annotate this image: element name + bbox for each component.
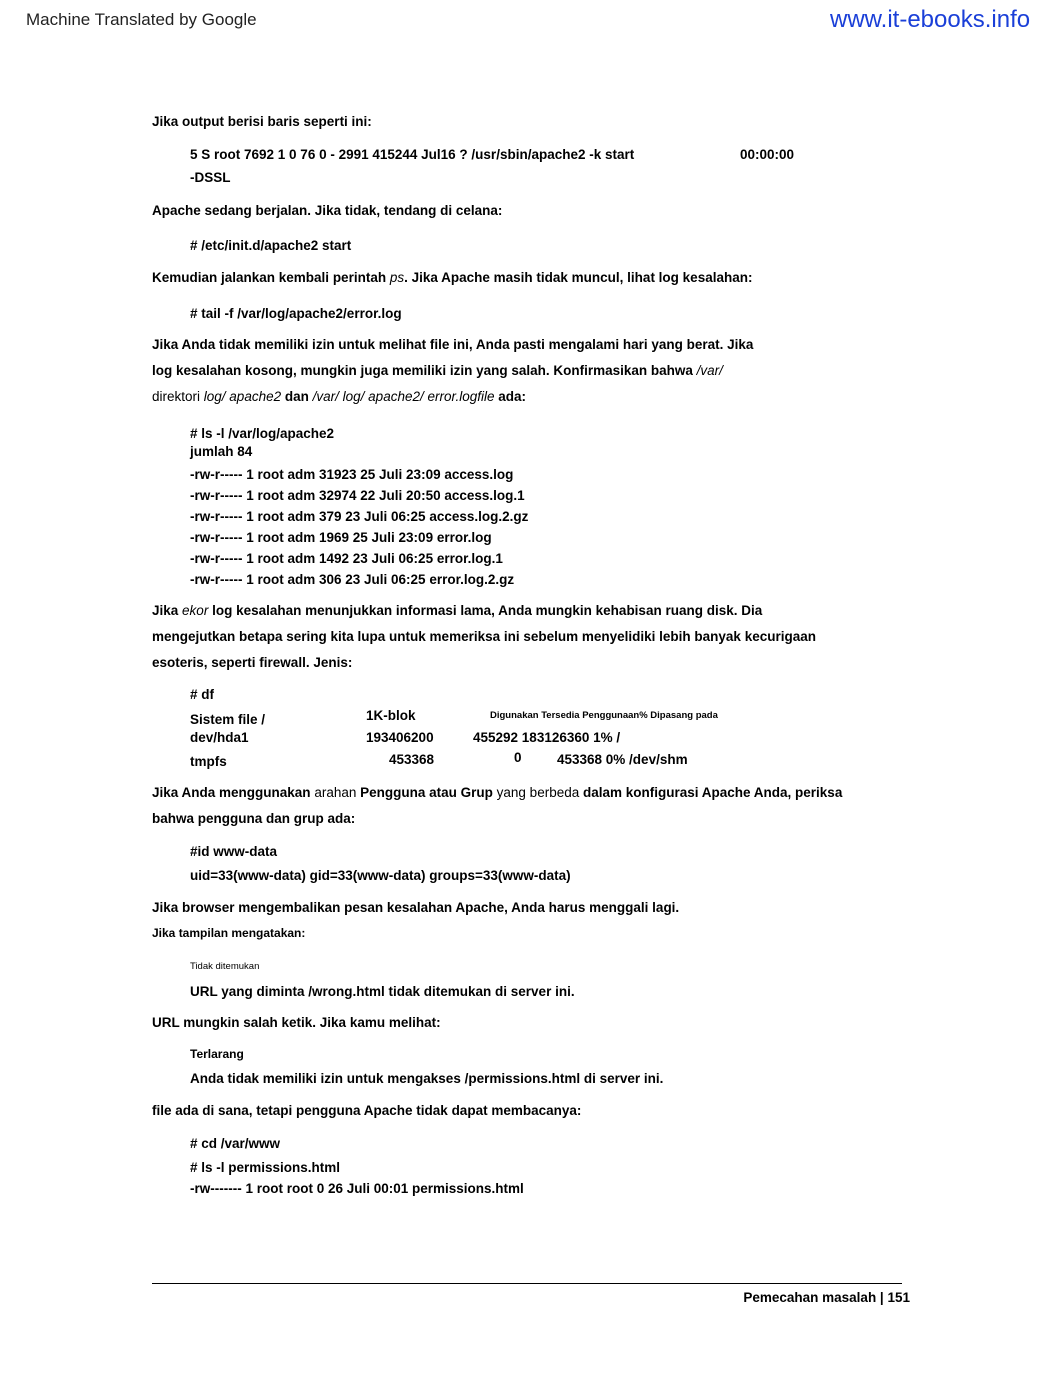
command-name: ekor xyxy=(182,603,209,618)
paragraph: Jika browser mengembalikan pesan kesalahan Apache, Anda harus menggali lagi. xyxy=(152,900,680,915)
df-header-filesystem: Sistem file / xyxy=(190,712,266,727)
code-line: -rw-r----- 1 root adm 379 23 Juli 06:25 access.log.2.gz xyxy=(190,509,529,524)
paragraph: file ada di sana, tetapi pengguna Apache tidak dapat membacanya: xyxy=(152,1103,582,1118)
code-line: 5 S root 7692 1 0 76 0 - 2991 415244 Jul16 ? /usr/sbin/apache2 -k start xyxy=(190,147,635,162)
df-cell: 453368 0% /dev/shm xyxy=(557,752,688,767)
text: . Jika Apache masih tidak muncul, lihat log kesalahan: xyxy=(404,270,753,285)
paragraph xyxy=(152,784,842,802)
error-message: URL yang diminta /wrong.html tidak ditemukan di server ini. xyxy=(190,984,575,999)
code-line: # df xyxy=(190,687,215,702)
code-line: uid=33(www-data) gid=33(www-data) groups=33(www-data) xyxy=(190,868,571,883)
code-line: # /etc/init.d/apache2 start xyxy=(190,238,352,253)
text: ada: xyxy=(498,389,527,404)
code-line: -rw-r----- 1 root adm 306 23 Juli 06:25 error.log.2.gz xyxy=(190,572,515,587)
path: log/ apache2 xyxy=(203,389,282,404)
code-line: -rw-r----- 1 root adm 32974 22 Juli 20:50 access.log.1 xyxy=(190,488,525,503)
paragraph: Jika Anda tidak memiliki izin untuk melihat file ini, Anda pasti mengalami hari yang berat. Jika xyxy=(152,337,754,352)
path: /var/ xyxy=(696,363,723,378)
df-cell: tmpfs xyxy=(190,754,227,769)
text: Pengguna atau Grup xyxy=(360,785,493,800)
command-name: ps xyxy=(389,270,405,285)
text: log kesalahan menunjukkan informasi lama, Anda mungkin kehabisan ruang disk. Dia xyxy=(212,603,763,618)
text: dan xyxy=(284,389,309,404)
code-line: -rw-r----- 1 root adm 1492 23 Juli 06:25 error.log.1 xyxy=(190,551,503,566)
code-line: jumlah 84 xyxy=(190,444,253,459)
df-header-rest: Digunakan Tersedia Penggunaan% Dipasang pada xyxy=(490,710,718,721)
code-line: # cd /var/www xyxy=(190,1136,281,1151)
code-line: -rw------- 1 root root 0 26 Juli 00:01 permissions.html xyxy=(190,1181,524,1196)
code-line: -rw-r----- 1 root adm 1969 25 Juli 23:09 error.log xyxy=(190,530,492,545)
text: Jika Anda menggunakan xyxy=(152,785,311,800)
code-line: #id www-data xyxy=(190,844,278,859)
code-line: # tail -f /var/log/apache2/error.log xyxy=(190,306,402,321)
paragraph: esoteris, seperti firewall. Jenis: xyxy=(152,655,353,670)
df-cell: dev/hda1 xyxy=(190,730,249,745)
df-cell: 455292 183126360 1% / xyxy=(473,730,621,745)
df-cell: 453368 xyxy=(389,752,435,767)
paragraph: mengejutkan betapa sering kita lupa untuk memeriksa ini sebelum menyelidiki lebih banyak kecurigaan xyxy=(152,629,816,644)
paragraph: Jika output berisi baris seperti ini: xyxy=(152,114,372,129)
code-line: # ls -l permissions.html xyxy=(190,1160,341,1175)
paragraph: URL mungkin salah ketik. Jika kamu melihat: xyxy=(152,1015,441,1030)
text: Jika xyxy=(152,603,179,618)
paragraph: Jika tampilan mengatakan: xyxy=(152,926,306,940)
code-line: 00:00:00 xyxy=(740,147,795,162)
text: log kesalahan kosong, mungkin juga memiliki izin yang salah. Konfirmasikan bahwa xyxy=(152,363,693,378)
paragraph: bahwa pengguna dan grup ada: xyxy=(152,811,356,826)
text: dalam konfigurasi Apache Anda, periksa xyxy=(583,785,843,800)
site-link[interactable]: www.it-ebooks.info xyxy=(830,6,1031,33)
paragraph xyxy=(152,388,526,406)
text: arahan xyxy=(314,785,357,800)
df-header-blocks: 1K-blok xyxy=(366,708,416,723)
code-line: -DSSL xyxy=(190,170,231,185)
translation-notice: Machine Translated by Google xyxy=(26,10,257,29)
text: yang berbeda xyxy=(496,785,580,800)
path: /var/ log/ apache2/ error.logfile xyxy=(312,389,495,404)
text: Kemudian jalankan kembali perintah xyxy=(152,270,387,285)
error-title: Terlarang xyxy=(190,1047,244,1061)
footer-divider xyxy=(152,1283,902,1284)
code-line: # ls -l /var/log/apache2 xyxy=(190,426,335,441)
error-title: Tidak ditemukan xyxy=(190,961,260,972)
paragraph: Apache sedang berjalan. Jika tidak, tendang di celana: xyxy=(152,203,503,218)
page-footer: Pemecahan masalah | 151 xyxy=(743,1290,910,1305)
paragraph xyxy=(152,602,762,620)
error-message: Anda tidak memiliki izin untuk mengakses /permissions.html di server ini. xyxy=(190,1071,664,1086)
paragraph xyxy=(152,362,723,380)
text: direktori xyxy=(152,389,201,404)
df-cell: 0 xyxy=(514,750,522,765)
code-line: -rw-r----- 1 root adm 31923 25 Juli 23:09 access.log xyxy=(190,467,514,482)
paragraph xyxy=(152,269,752,287)
df-cell: 193406200 xyxy=(366,730,434,745)
